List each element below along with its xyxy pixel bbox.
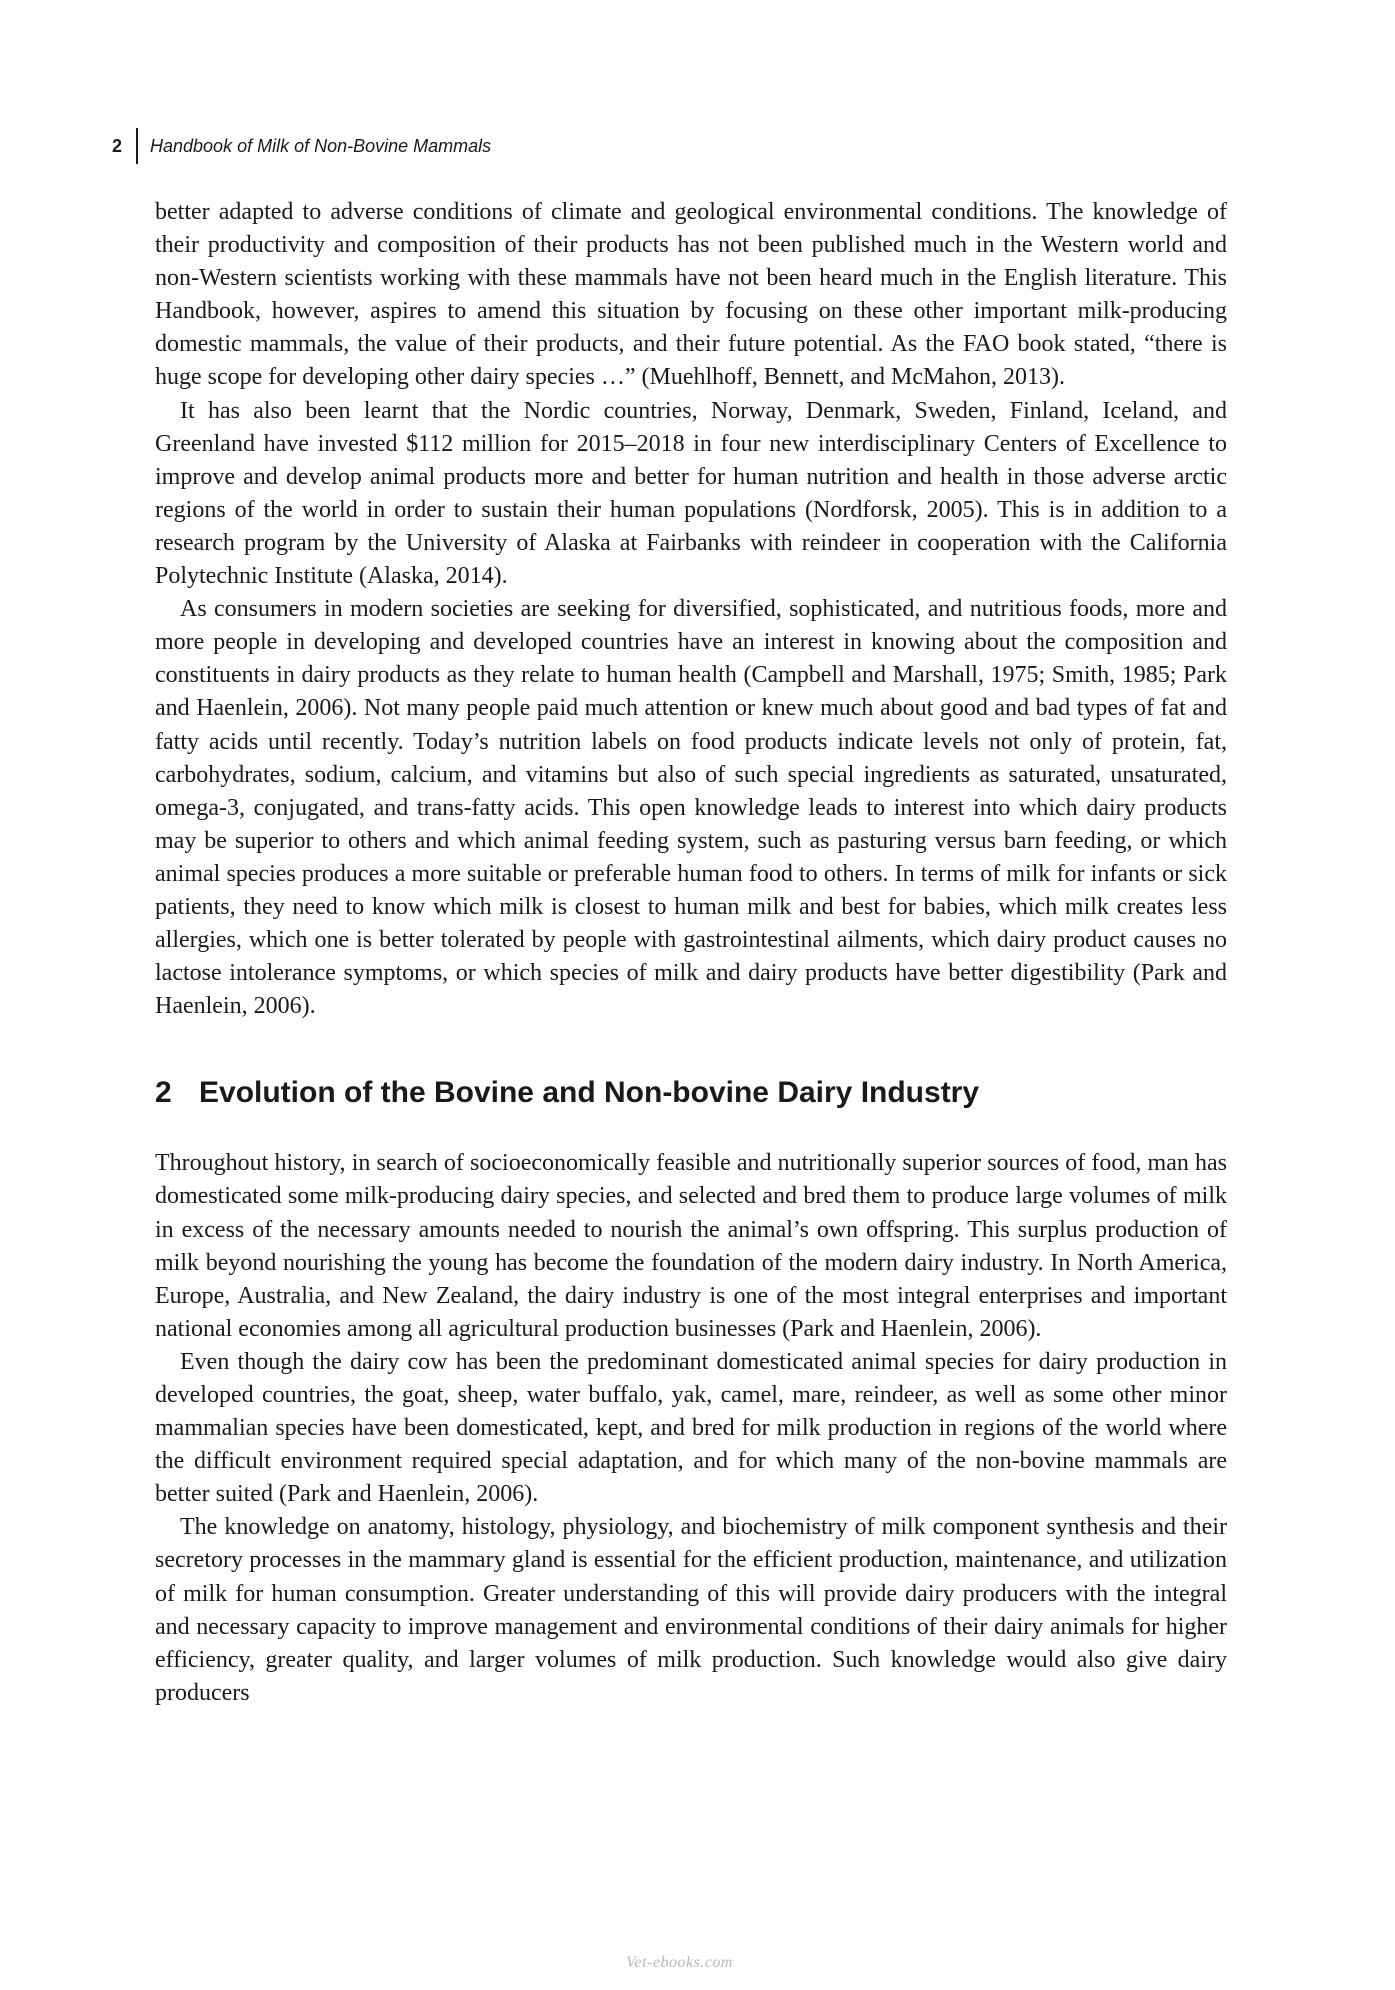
header-divider — [136, 128, 138, 164]
watermark: Vet-ebooks.com — [626, 1954, 733, 1971]
body-paragraph: The knowledge on anatomy, histology, physiology, and biochemistry of milk component synthesis and their secretory processes in the mammary gland is essential for the efficient production, maintenance, and utilization of milk for human consumption. Greater understanding of this will provide dairy producers with the integral and necessary capacity to improve management and environmental conditions of their dairy animals for higher efficiency, greater quality, and larger volumes of milk production. Such knowledge would also give dairy producers — [155, 1514, 1227, 1706]
body-paragraph: It has also been learnt that the Nordic countries, Norway, Denmark, Sweden, Finland, Iceland, and Greenland have invested $112 million for 2015–2018 in four new interdisciplinary Centers of Excellence to improve and develop animal products more and better for human nutrition and health in those adverse arctic regions of the world in order to sustain their human populations (Nordforsk, 2005). This is in addition to a research program by the University of Alaska at Fairbanks with reindeer in cooperation with the California Polytechnic Institute (Alaska, 2014). — [155, 397, 1227, 590]
body-paragraph: As consumers in modern societies are seeking for diversified, sophisticated, and nutritious foods, more and more people in developing and developed countries have an interest in knowing about the composition and constituents in dairy products as they relate to human health (Campbell and Marshall, 1975; Smith, 1985; Park and Haenlein, 2006). Not many people paid much attention or knew much about good and bad types of fat and fatty acids until recently. Today’s nutrition labels on food products indicate levels not only of protein, fat, carbohydrates, sodium, calcium, and vitamins but also of such special ingredients as saturated, unsaturated, omega-3, conjugated, and trans-fatty acids. This open knowledge leads to interest into which dairy products may be superior to others and which animal feeding system, such as pasturing versus barn feeding, or which animal species produces a more suitable or preferable human food to others. In terms of milk for infants or sick patients, they need to know which milk is closest to human milk and best for babies, which milk creates less allergies, which one is better tolerated by people with gastrointestinal ailments, which dairy product causes no lactose intolerance symptoms, or which species of milk and dairy products have better digestibility (Park and Haenlein, 2006). — [155, 596, 1227, 1020]
page-body — [155, 196, 1227, 1710]
book-title: Handbook of Milk of Non-Bovine Mammals — [150, 135, 492, 156]
page-number: 2 — [112, 135, 123, 156]
section-heading — [155, 1073, 1227, 1113]
section-number: 2 — [155, 1076, 172, 1110]
body-paragraph: better adapted to adverse conditions of climate and geological environmental conditions. The knowledge of their productivity and composition of their products has not been published much in the Western world and non-Western scientists working with these mammals have not been heard much in the English literature. This Handbook, however, aspires to amend this situation by focusing on these other important milk-producing domestic mammals, the value of their products, and their future potential. As the FAO book stated, “there is huge scope for developing other dairy species …” (Muehlhoff, Bennett, and McMahon, 2013). — [155, 199, 1227, 391]
section-title: Evolution of the Bovine and Non-bovine Dairy Industry — [199, 1076, 980, 1110]
running-head — [112, 130, 491, 162]
body-paragraph: Throughout history, in search of socioeconomically feasible and nutritionally superior sources of food, man has domesticated some milk-producing dairy species, and selected and bred them to produce large volumes of milk in excess of the necessary amounts needed to nourish the animal’s own offspring. This surplus production of milk beyond nourishing the young has become the foundation of the modern dairy industry. In North America, Europe, Australia, and New Zealand, the dairy industry is one of the most integral enterprises and important national economies among all agricultural production businesses (Park and Haenlein, 2006). — [155, 1150, 1227, 1342]
body-paragraph: Even though the dairy cow has been the predominant domesticated animal species for dairy production in developed countries, the goat, sheep, water buffalo, yak, camel, mare, reindeer, as well as some other minor mammalian species have been domesticated, kept, and bred for milk production in regions of the world where the difficult environment required special adaptation, and for which many of the non-bovine mammals are better suited (Park and Haenlein, 2006). — [155, 1348, 1227, 1508]
